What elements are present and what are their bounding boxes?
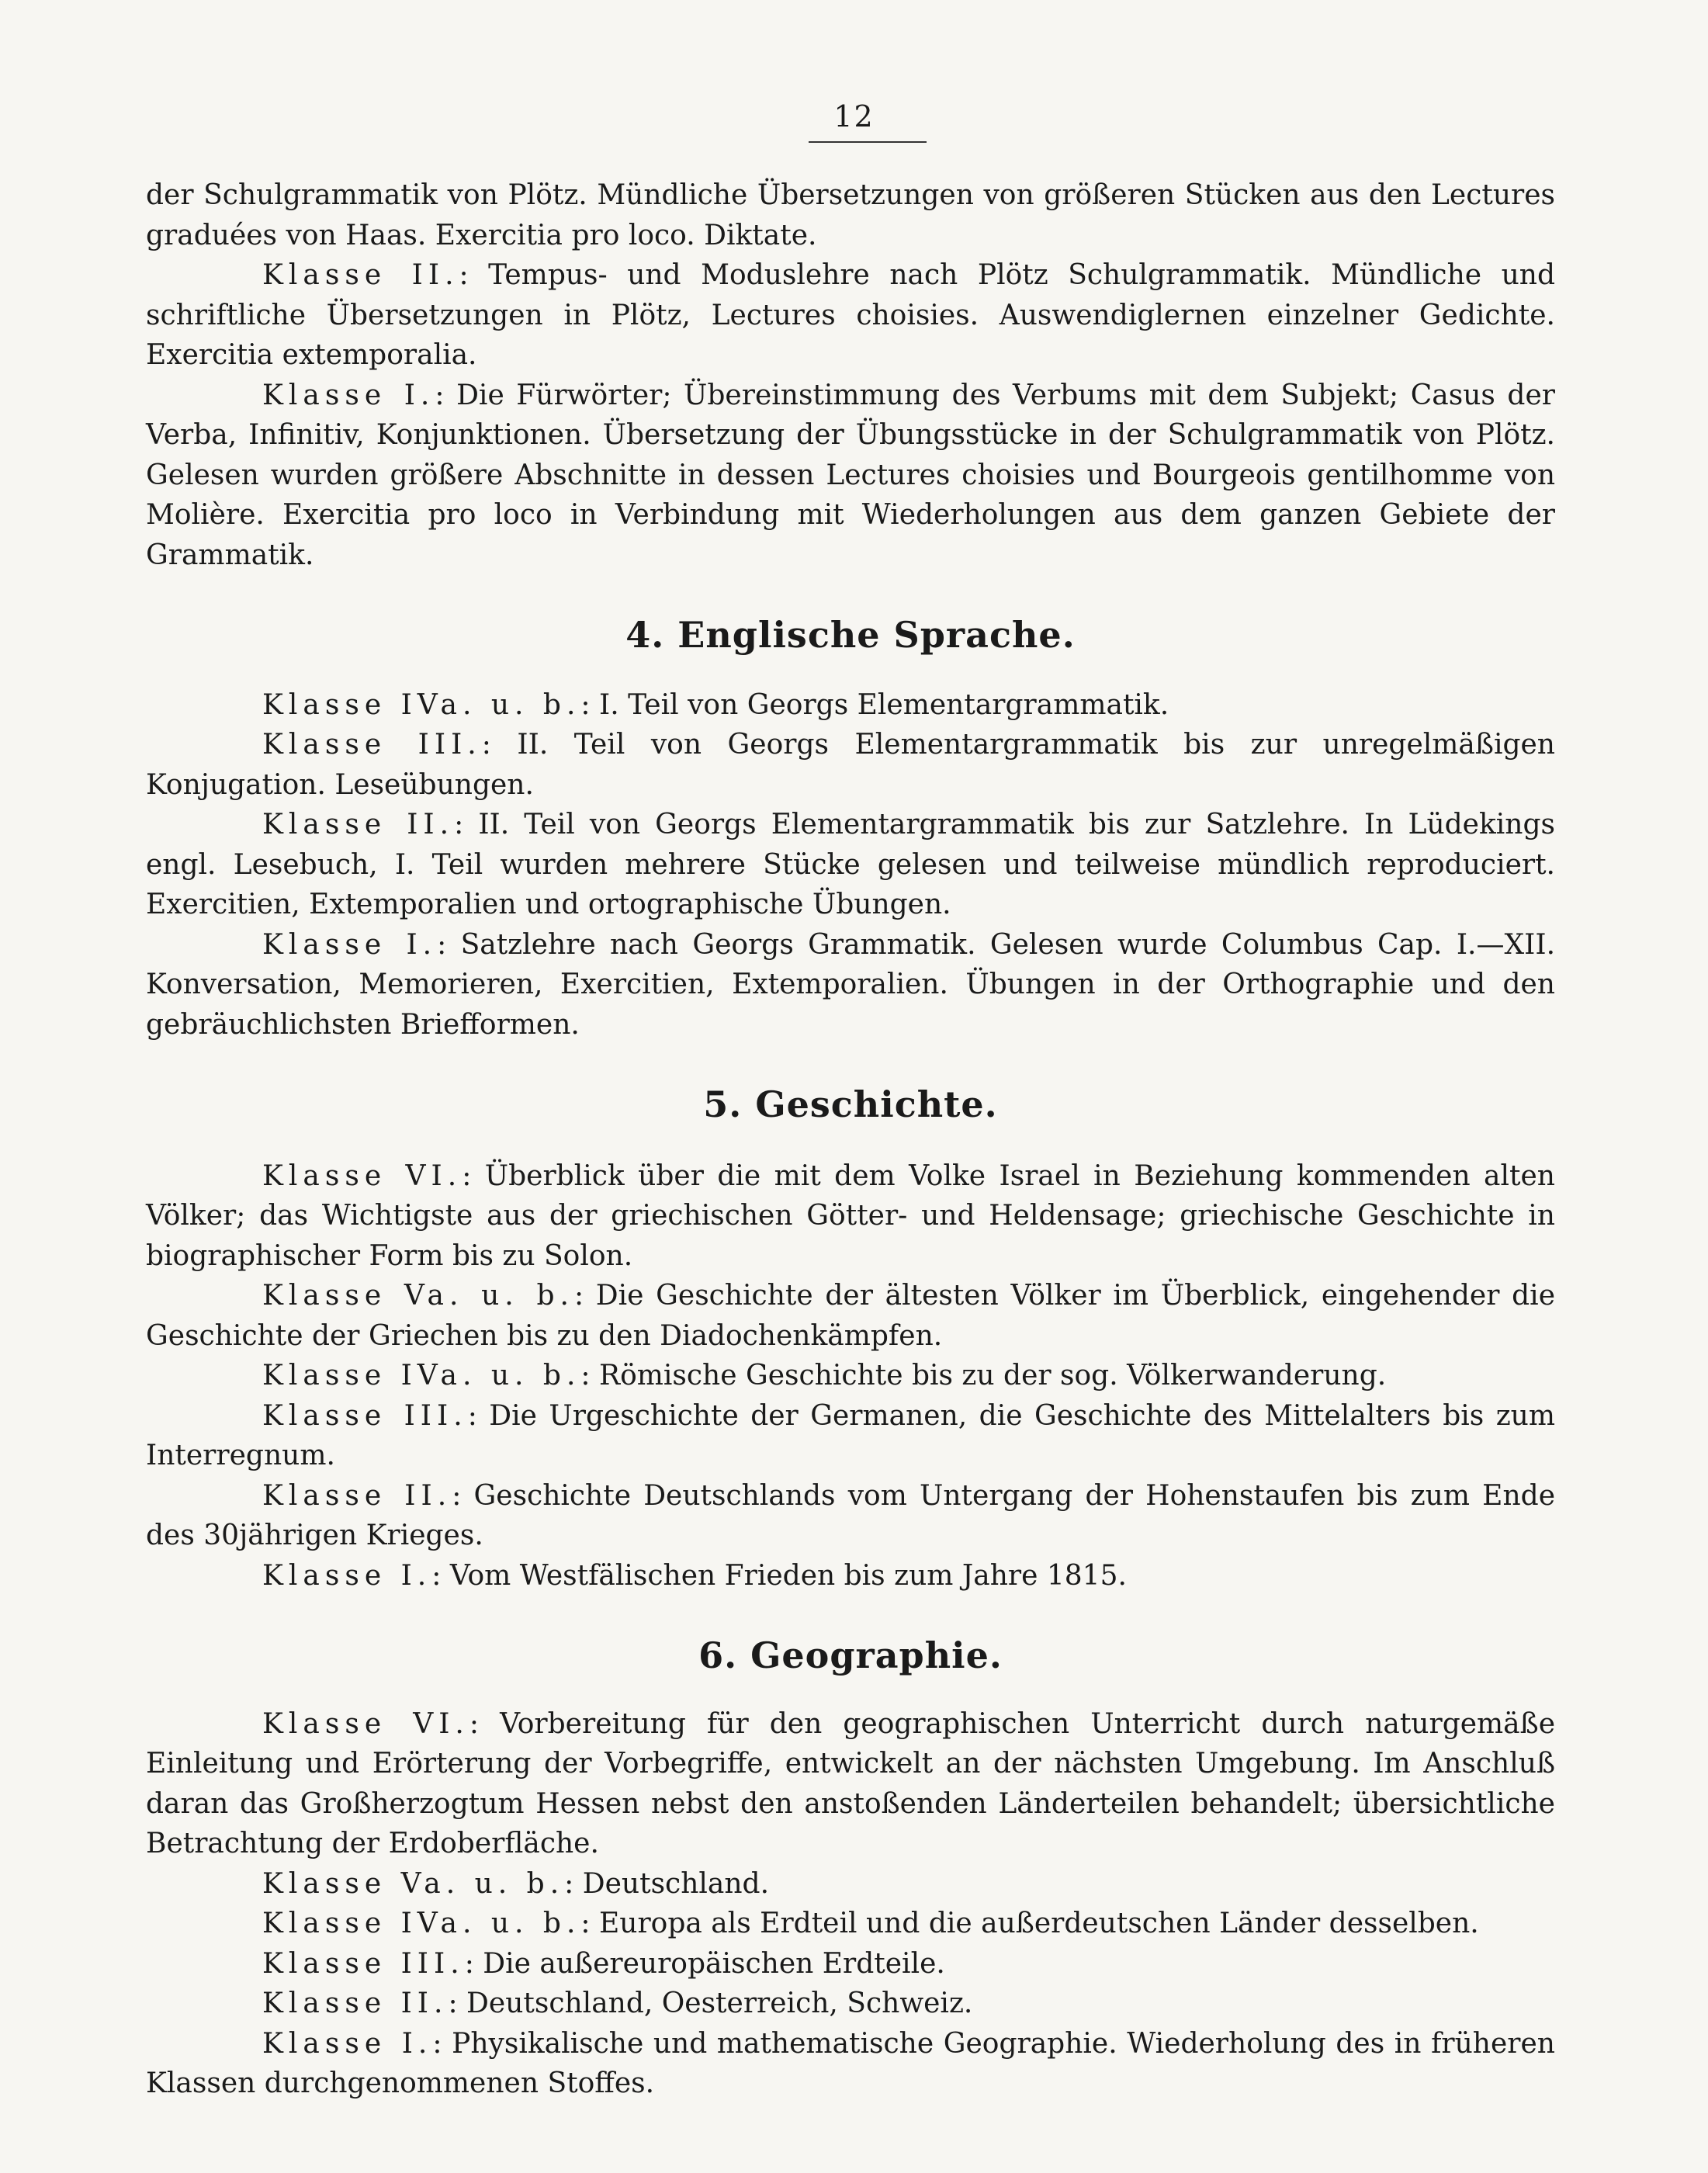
entry-text: Tempus- und Moduslehre nach Plötz Schulgrammatik. Mündliche und schriftliche Übersetzungen in Plötz, Lectures choisies. Auswendiglernen einzelner Gedichte. Exercitia extemporalia. — [146, 259, 1555, 371]
entry-text: II. Teil von Georgs Elementargrammatik bis zur unregelmäßigen Konjugation. Leseübungen. — [146, 729, 1555, 801]
class-label: Klasse IVa. u. b. — [262, 688, 581, 721]
class-label: Klasse I. — [262, 928, 438, 961]
section-entry: Klasse Va. u. b.: Deutschland. — [262, 1867, 770, 1900]
intro-continuation: der Schulgrammatik von Plötz. Mündliche Übersetzungen von größeren Stücken aus den Lectures graduées von Haas. Exercitia pro loco. Diktate. — [146, 179, 1555, 251]
entry-text: Deutschland. — [582, 1867, 770, 1900]
entry-text: Geschichte Deutschlands vom Untergang der Hohenstaufen bis zum Ende des 30jährigen Krieges. — [146, 1479, 1555, 1551]
class-label: Klasse I. — [262, 2027, 433, 2060]
entry-text: Die Geschichte der ältesten Völker im Überblick, eingehender die Geschichte der Griechen bis zu den Diadochenkämpfen. — [146, 1280, 1555, 1352]
class-label: Klasse I. — [262, 1559, 432, 1592]
section-entry: Klasse II.: II. Teil von Georgs Elementargrammatik bis zur Satzlehre. In Lüdekings engl. Lesebuch, I. Teil wurden mehrere Stücke gelesen und teilweise mündlich reproduciert. Exercitien, Extemporalien und ortographische Übungen. — [146, 809, 1556, 920]
section-entry: Klasse III.: Die außereuropäischen Erdteile. — [262, 1947, 945, 1980]
section-heading-english: 4. Englische Sprache. — [625, 614, 1076, 656]
class-label: Klasse III. — [262, 1947, 465, 1980]
class-label: Klasse II. — [262, 259, 459, 291]
class-label: Klasse II. — [262, 1988, 449, 2019]
class-label: Klasse IVa. u. b. — [262, 1360, 581, 1391]
class-label: Klasse II. — [262, 809, 455, 840]
entry-text: Physikalische und mathematische Geographie. Wiederholung des in früheren Klassen durchgenommenen Stoffes. — [146, 2027, 1555, 2099]
section-entry: Klasse I.: Physikalische und mathematische Geographie. Wiederholung des in früheren Klassen durchgenommenen Stoffes. — [146, 2027, 1555, 2099]
class-label: Klasse VI. — [262, 1159, 463, 1192]
entry-text: Die Urgeschichte der Germanen, die Geschichte des Mittelalters bis zum Interregnum. — [146, 1399, 1555, 1471]
entry-text: Satzlehre nach Georgs Grammatik. Gelesen wurde Columbus Cap. I.—XII. Konversation, Memorieren, Exercitien, Extemporalien. Übungen in der Orthographie und den gebräuchlichsten Briefformen. — [146, 928, 1556, 1041]
class-label: Klasse III. — [262, 1399, 468, 1432]
entry-text: Die Fürwörter; Übereinstimmung des Verbums mit dem Subjekt; Casus der Verba, Infinitiv, Konjunktionen. Übersetzung der Übungsstücke in der Schulgrammatik von Plötz. Gelesen wurden größere Abschnitte in dessen Lectures choisies und Bourgeois gentilhomme von Molière. Exercitia pro loco in Verbindung mit Wiederholungen aus dem ganzen Gebiete der Grammatik. — [146, 379, 1555, 571]
section-entry: Klasse II.: Geschichte Deutschlands vom Untergang der Hohenstaufen bis zum Ende des 30jährigen Krieges. — [146, 1479, 1555, 1551]
class-label: Klasse VI. — [262, 1707, 469, 1740]
section-heading-history: 5. Geschichte. — [703, 1083, 998, 1125]
entry-text: Deutschland, Oesterreich, Schweiz. — [466, 1988, 973, 2019]
section-entry: Klasse IVa. u. b.: Europa als Erdteil und die außerdeutschen Länder desselben. — [262, 1908, 1479, 1939]
page-content — [146, 175, 1555, 2104]
section-entry: Klasse III.: II. Teil von Georgs Elementargrammatik bis zur unregelmäßigen Konjugation. Leseübungen. — [146, 729, 1555, 801]
page-number: 12 — [833, 99, 875, 133]
section-entry: Klasse IVa. u. b.: I. Teil von Georgs Elementargrammatik. — [262, 688, 1169, 721]
class-label: Klasse Va. u. b. — [262, 1280, 574, 1312]
section-entry: Klasse VI.: Vorbereitung für den geographischen Unterricht durch naturgemäße Einleitung und Erörterung der Vorbegriffe, entwickelt an der nächsten Umgebung. Im Anschluß daran das Großherzogtum Hessen nebst den anstoßenden Länderteilen behandelt; übersichtliche Betrachtung der Erdoberfläche. — [146, 1707, 1555, 1859]
section-entry: Klasse IVa. u. b.: Römische Geschichte bis zu der sog. Völkerwanderung. — [262, 1360, 1387, 1391]
class-label: Klasse III. — [262, 729, 482, 761]
class-label: Klasse I. — [262, 379, 435, 411]
class-label: Klasse Va. u. b. — [262, 1867, 565, 1900]
entry-text: Römische Geschichte bis zu der sog. Völkerwanderung. — [598, 1360, 1387, 1391]
entry-text: Vom Westfälischen Frieden bis zum Jahre 1815. — [449, 1559, 1127, 1592]
section-entry: Klasse III.: Die Urgeschichte der Germanen, die Geschichte des Mittelalters bis zum Interregnum. — [146, 1399, 1555, 1471]
entry-text: Europa als Erdteil und die außerdeutschen Länder desselben. — [598, 1908, 1479, 1939]
section-entry: Klasse I.: Satzlehre nach Georgs Grammatik. Gelesen wurde Columbus Cap. I.—XII. Konversation, Memorieren, Exercitien, Extemporalien. Übungen in der Orthographie und den gebräuchlichsten Briefformen. — [146, 928, 1556, 1041]
page-header — [0, 99, 1708, 133]
section-entry: Klasse I.: Vom Westfälischen Frieden bis zum Jahre 1815. — [262, 1559, 1127, 1592]
section-heading-geography: 6. Geographie. — [698, 1634, 1003, 1676]
class-label: Klasse II. — [262, 1479, 452, 1512]
entry-text: I. Teil von Georgs Elementargrammatik. — [598, 688, 1169, 721]
intro-entry: Klasse I.: Die Fürwörter; Übereinstimmung des Verbums mit dem Subjekt; Casus der Verba, Infinitiv, Konjunktionen. Übersetzung der Übungsstücke in der Schulgrammatik von Plötz. Gelesen wurden größere Abschnitte in dessen Lectures choisies und Bourgeois gentilhomme von Molière. Exercitia pro loco in Verbindung mit Wiederholungen aus dem ganzen Gebiete der Grammatik. — [146, 379, 1555, 571]
entry-text: Die außereuropäischen Erdteile. — [483, 1947, 945, 1980]
entry-text: II. Teil von Georgs Elementargrammatik bis zur Satzlehre. In Lüdekings engl. Lesebuch, I. Teil wurden mehrere Stücke gelesen und teilweise mündlich reproduciert. Exercitien, Extemporalien und ortographische Übungen. — [146, 809, 1556, 920]
section-entry: Klasse VI.: Überblick über die mit dem Volke Israel in Beziehung kommenden alten Völker; das Wichtigste aus der griechischen Götter- und Heldensage; griechische Geschichte in biographischer Form bis zu Solon. — [146, 1159, 1555, 1272]
class-label: Klasse IVa. u. b. — [262, 1908, 581, 1939]
section-entry: Klasse II.: Deutschland, Oesterreich, Schweiz. — [262, 1988, 973, 2019]
intro-entry: Klasse II.: Tempus- und Moduslehre nach Plötz Schulgrammatik. Mündliche und schriftliche Übersetzungen in Plötz, Lectures choisies. Auswendiglernen einzelner Gedichte. Exercitia extemporalia. — [146, 259, 1555, 371]
section-entry: Klasse Va. u. b.: Die Geschichte der ältesten Völker im Überblick, eingehender die Geschichte der Griechen bis zu den Diadochenkämpfen. — [146, 1280, 1555, 1352]
header-rule — [809, 141, 927, 143]
entry-text: Vorbereitung für den geographischen Unterricht durch naturgemäße Einleitung und Erörterung der Vorbegriffe, entwickelt an der nächsten Umgebung. Im Anschluß daran das Großherzogtum Hessen nebst den anstoßenden Länderteilen behandelt; übersichtliche Betrachtung der Erdoberfläche. — [146, 1707, 1555, 1859]
entry-text: Überblick über die mit dem Volke Israel in Beziehung kommenden alten Völker; das Wichtigste aus der griechischen Götter- und Heldensage; griechische Geschichte in biographischer Form bis zu Solon. — [146, 1159, 1555, 1272]
